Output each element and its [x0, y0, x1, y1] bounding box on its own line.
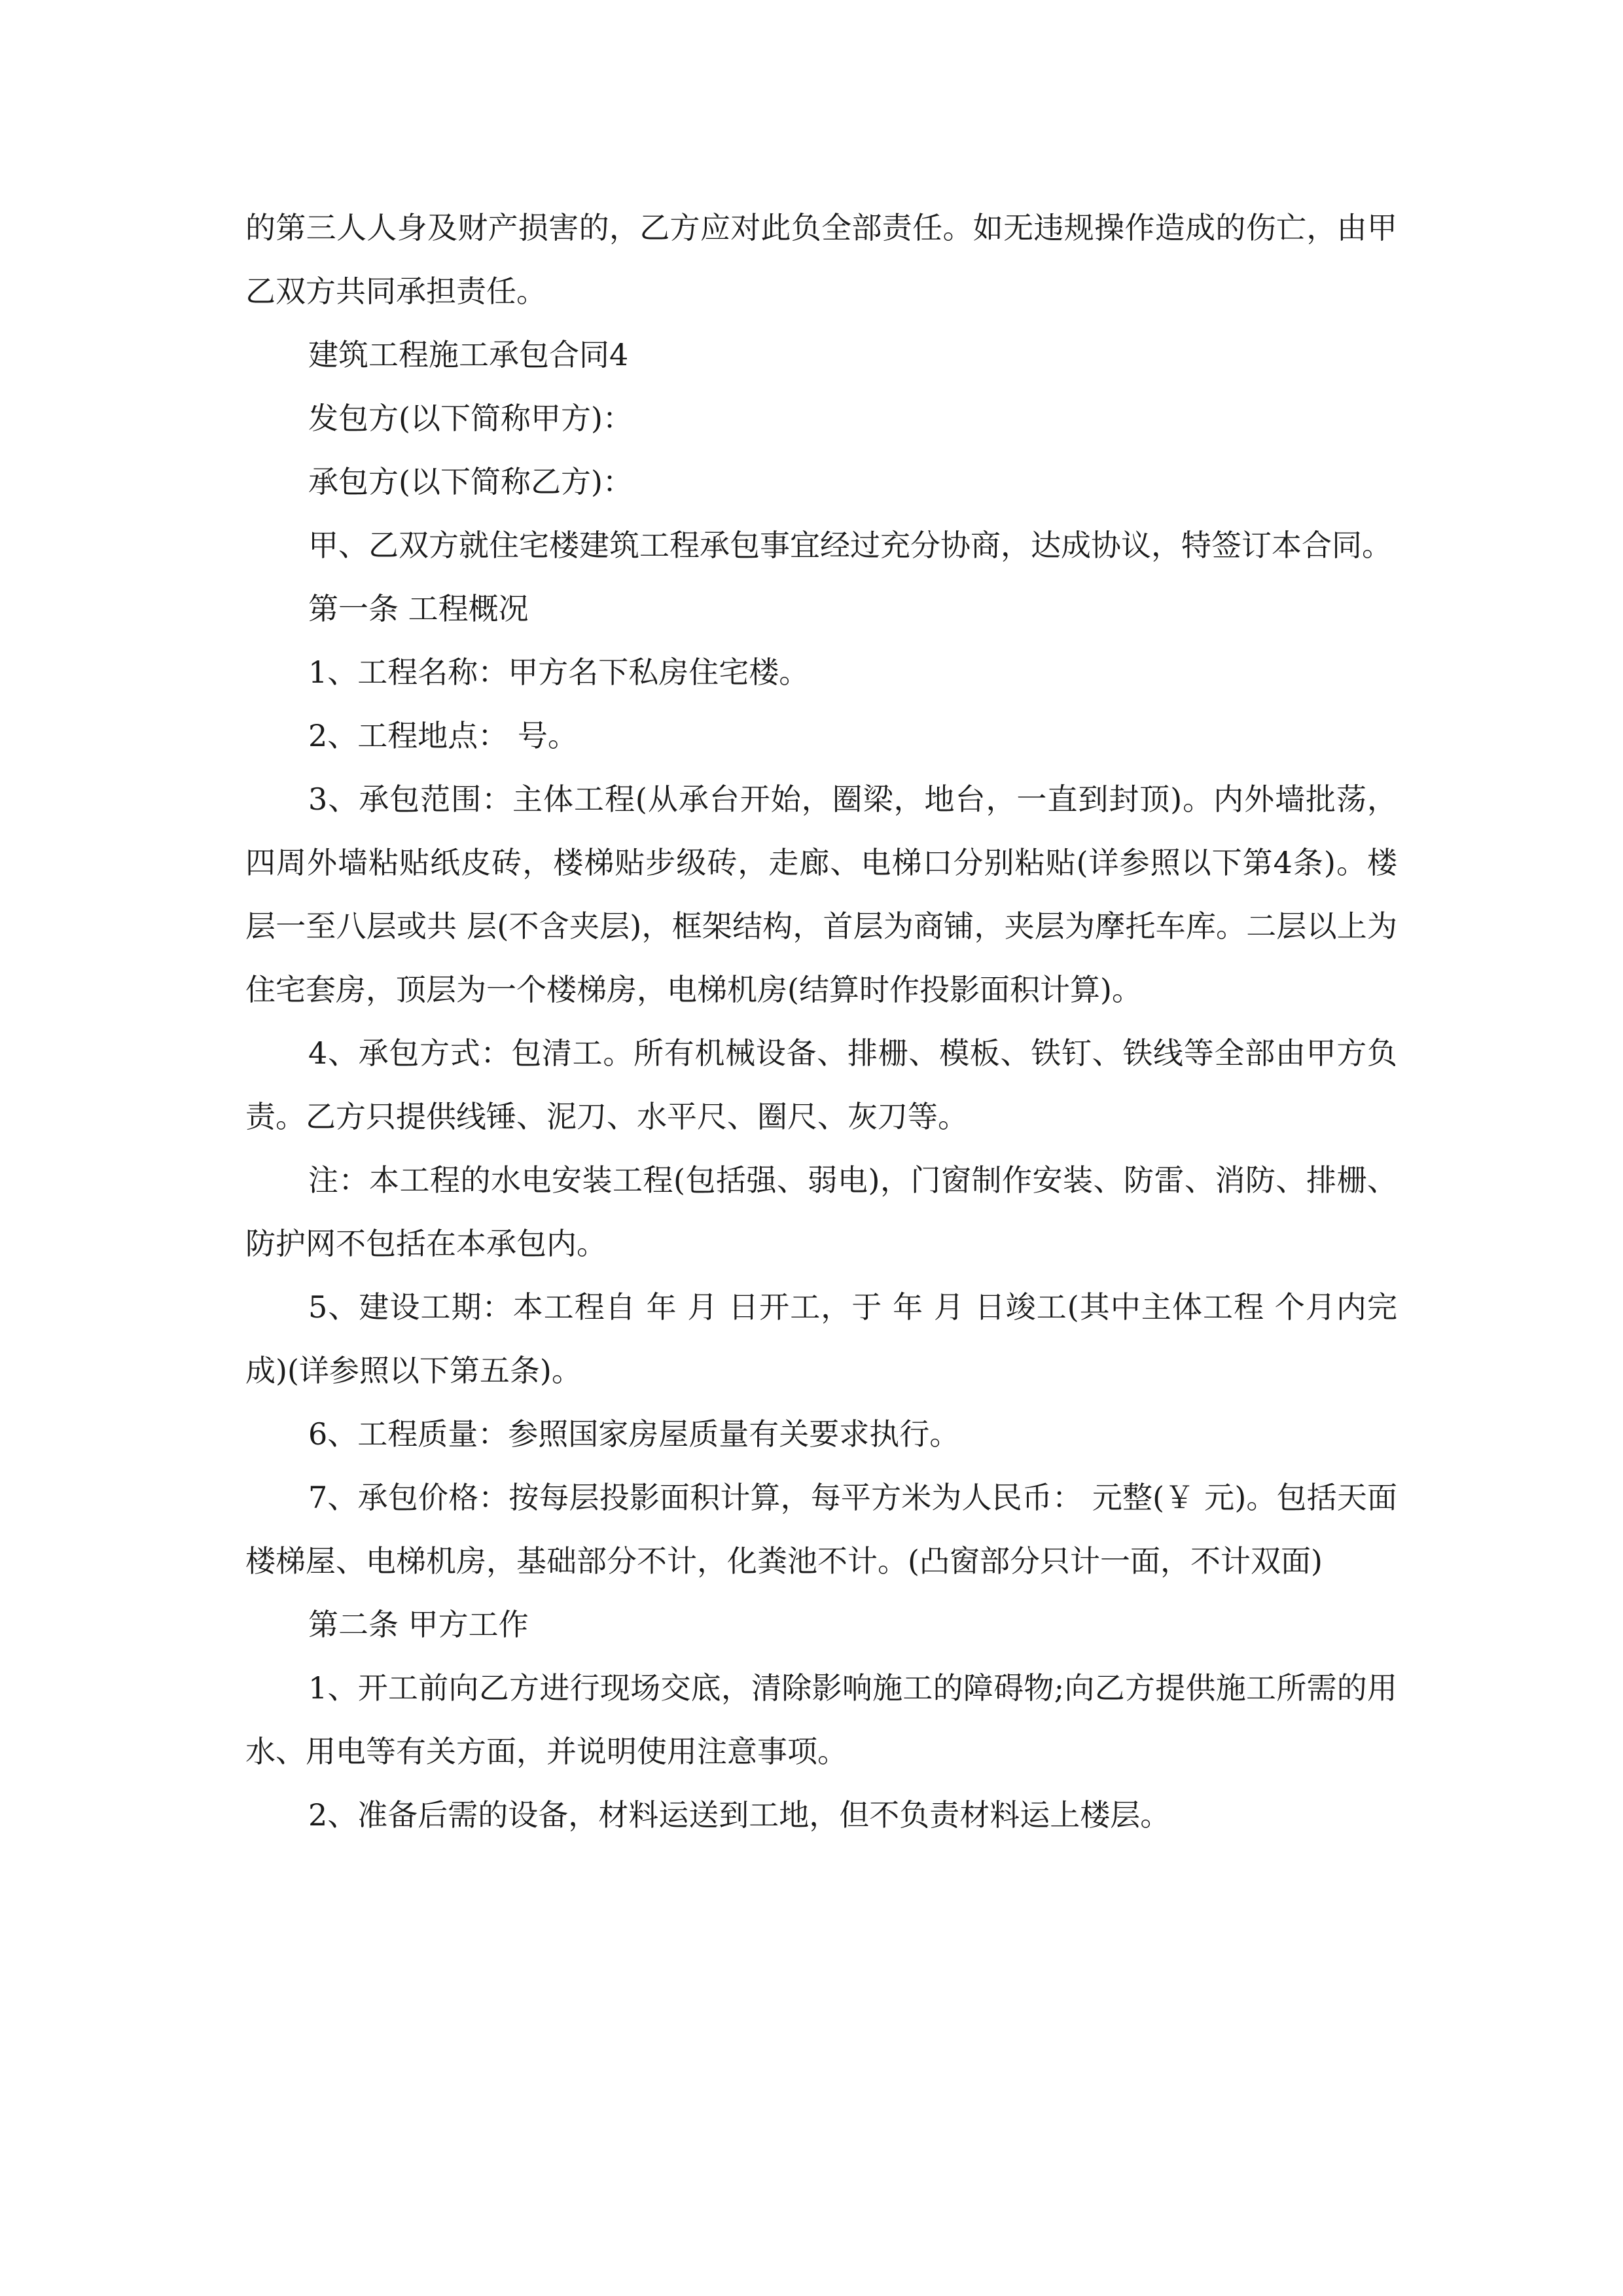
- article-2-item-1: 1、开工前向乙方进行现场交底，清除影响施工的障碍物;向乙方提供施工所需的用水、用电等有关方面，并说明使用注意事项。: [245, 1670, 1397, 1769]
- article-1-item-3: 3、承包范围：主体工程(从承台开始，圈梁，地台，一直到封顶)。内外墙批荡，四周外墙粘贴纸皮砖，楼梯贴步级砖，走廊、电梯口分别粘贴(详参照以下第4条)。楼层一至八层或共 层(不含夹层)，框架结构，首层为商铺，夹层为摩托车库。二层以上为住宅套房，顶层为一个楼梯房，电梯机房(结算时作投影面积计算)。: [245, 781, 1397, 1007]
- party-b-line: 承包方(以下简称乙方)：: [308, 464, 633, 499]
- article-1-heading: 第一条 工程概况: [308, 591, 529, 626]
- article-1-note: 注：本工程的水电安装工程(包括强、弱电)，门窗制作安装、防雷、消防、排栅、防护网不包括在本承包内。: [245, 1162, 1397, 1261]
- article-1-item-1: 1、工程名称：甲方名下私房住宅楼。: [308, 655, 810, 690]
- party-a-line: 发包方(以下简称甲方)：: [308, 401, 633, 436]
- contract-title: 建筑工程施工承包合同4: [308, 337, 629, 372]
- article-2-heading: 第二条 甲方工作: [308, 1607, 529, 1642]
- document-body: [245, 196, 1397, 1847]
- article-2-item-2: 2、准备后需的设备，材料运送到工地，但不负责材料运上楼层。: [308, 1797, 1171, 1833]
- article-1-item-7: 7、承包价格：按每层投影面积计算，每平方米为人民币： 元整(￥ 元)。包括天面楼梯屋、电梯机房，基础部分不计，化粪池不计。(凸窗部分只计一面，不计双面): [245, 1480, 1397, 1579]
- preamble-paragraph: 甲、乙双方就住宅楼建筑工程承包事宜经过充分协商，达成协议，特签订本合同。: [308, 528, 1392, 563]
- article-1-item-6: 6、工程质量：参照国家房屋质量有关要求执行。: [308, 1416, 960, 1452]
- paragraph-liability-continued: 的第三人人身及财产损害的，乙方应对此负全部责任。如无违规操作造成的伤亡，由甲乙双方共同承担责任。: [245, 210, 1397, 309]
- article-1-item-2: 2、工程地点： 号。: [308, 718, 578, 753]
- article-1-item-4: 4、承包方式：包清工。所有机械设备、排栅、模板、铁钉、铁线等全部由甲方负责。乙方只提供线锤、泥刀、水平尺、圈尺、灰刀等。: [245, 1035, 1397, 1134]
- article-1-item-5: 5、建设工期：本工程自 年 月 日开工，于 年 月 日竣工(其中主体工程 个月内完成)(详参照以下第五条)。: [245, 1289, 1397, 1388]
